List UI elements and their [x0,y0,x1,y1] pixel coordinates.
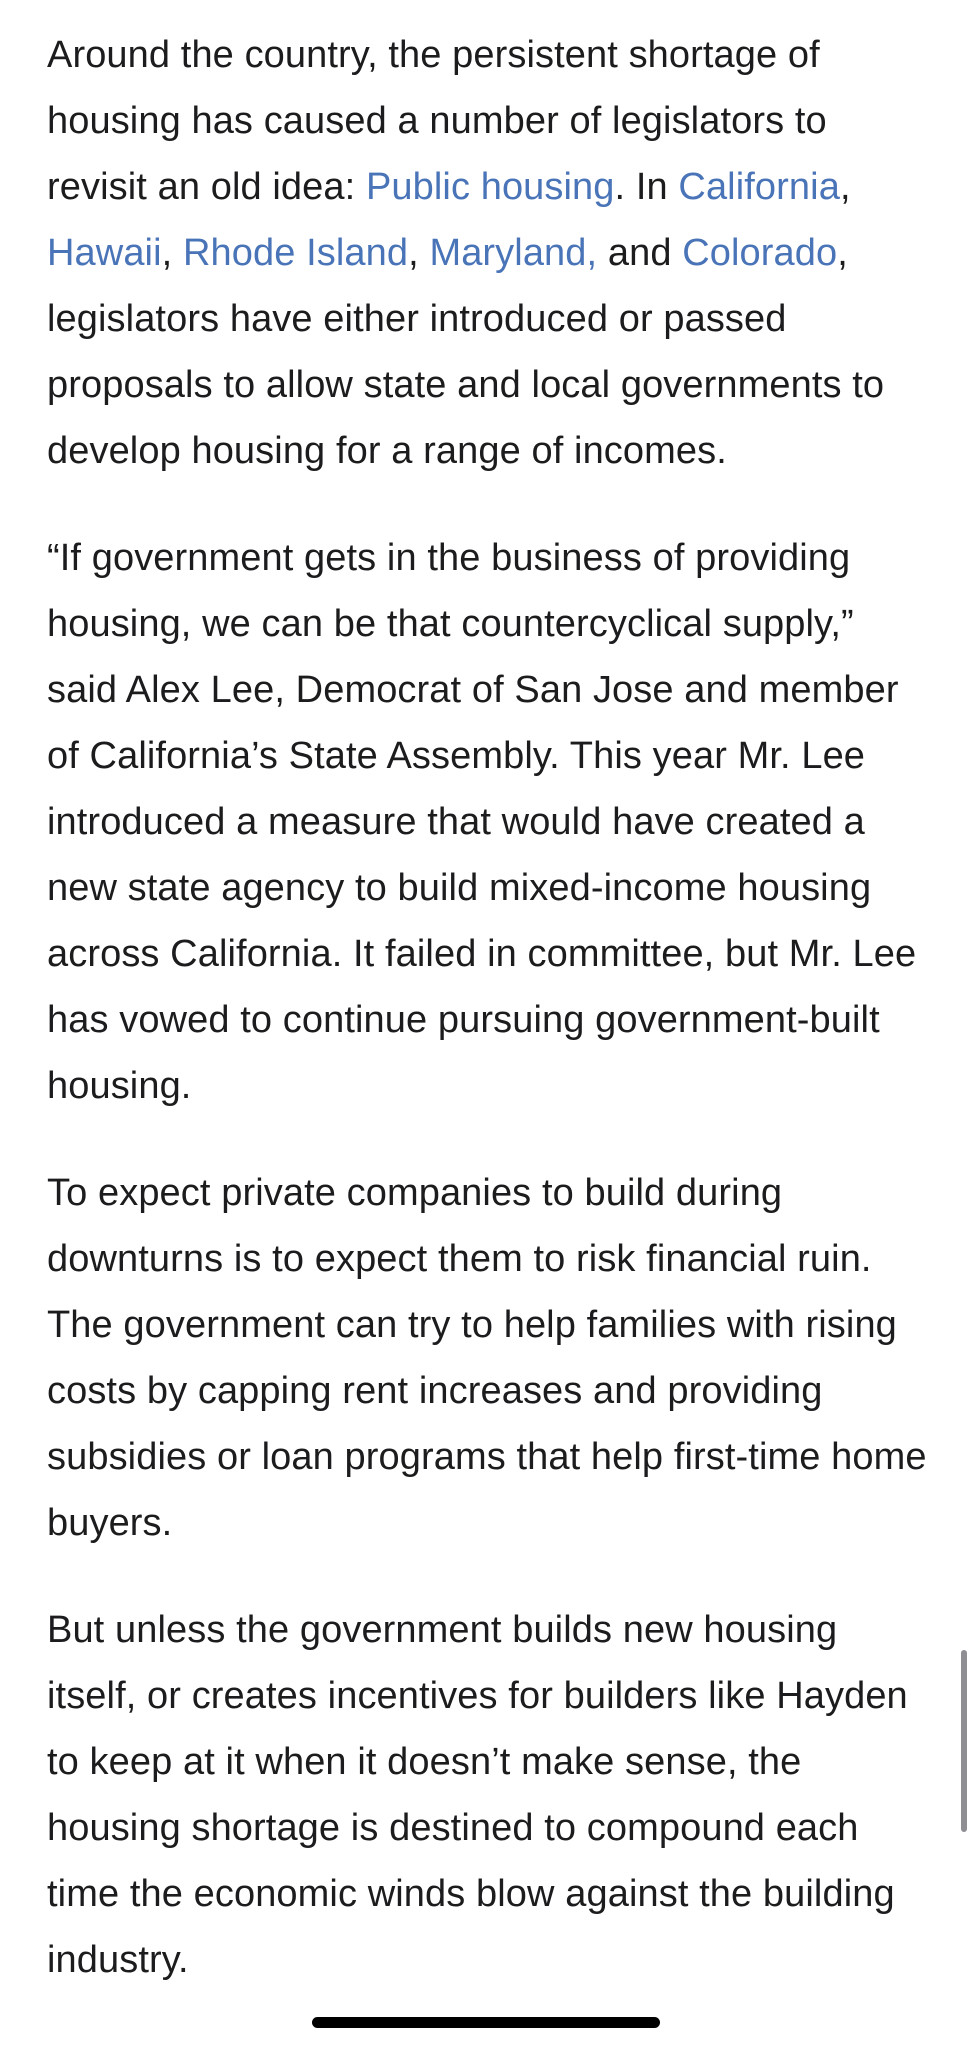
link-maryland[interactable]: Maryland, [429,232,598,274]
paragraph-private-companies: To expect private companies to build during downturns is to expect them to risk financial ruin. The government can try to help families with rising costs by capping rent increases and providing subsidies or loan programs that help first-time home buyers. [47,1172,927,1544]
link-colorado[interactable]: Colorado [682,232,838,274]
paragraph-alex-lee-quote: “If government gets in the business of providing housing, we can be that countercyclical supply,” said Alex Lee, Democrat of San Jose and member of California’s State Assembly. This year Mr. Lee introduced a measure that would have created a new state agency to build mixed-income housing across California. It failed in committee, but Mr. Lee has vowed to continue pursuing government-built housing. [47,537,917,1107]
vertical-scrollbar[interactable] [961,1650,967,1832]
link-hawaii[interactable]: Hawaii [47,232,162,274]
paragraph-text: Around the country, the persistent shortage of housing has caused a number of legislators to revisit an old idea: [47,34,827,208]
link-public-housing[interactable]: Public housing [365,166,615,208]
article-body [47,22,927,2034]
paragraph-text: , [839,166,851,208]
paragraph-text: . In [614,166,679,208]
paragraph-public-housing [47,22,927,484]
paragraph-housing-shortage: But unless the government builds new housing itself, or creates incentives for builders like Hayden to keep at it when it doesn’t make sense, the housing shortage is destined to compound each time the economic winds blow against the building industry. [47,1609,908,1981]
paragraph-text: , legislators have either introduced or passed proposals to allow state and local governments to develop housing for a range of incomes. [47,232,885,472]
link-california[interactable]: California [678,166,840,208]
link-rhode-island[interactable]: Rhode Island [182,232,409,274]
home-indicator[interactable] [312,2017,660,2028]
paragraph-text: , [408,232,430,274]
paragraph-text: , [161,232,183,274]
paragraph-text: and [597,232,683,274]
